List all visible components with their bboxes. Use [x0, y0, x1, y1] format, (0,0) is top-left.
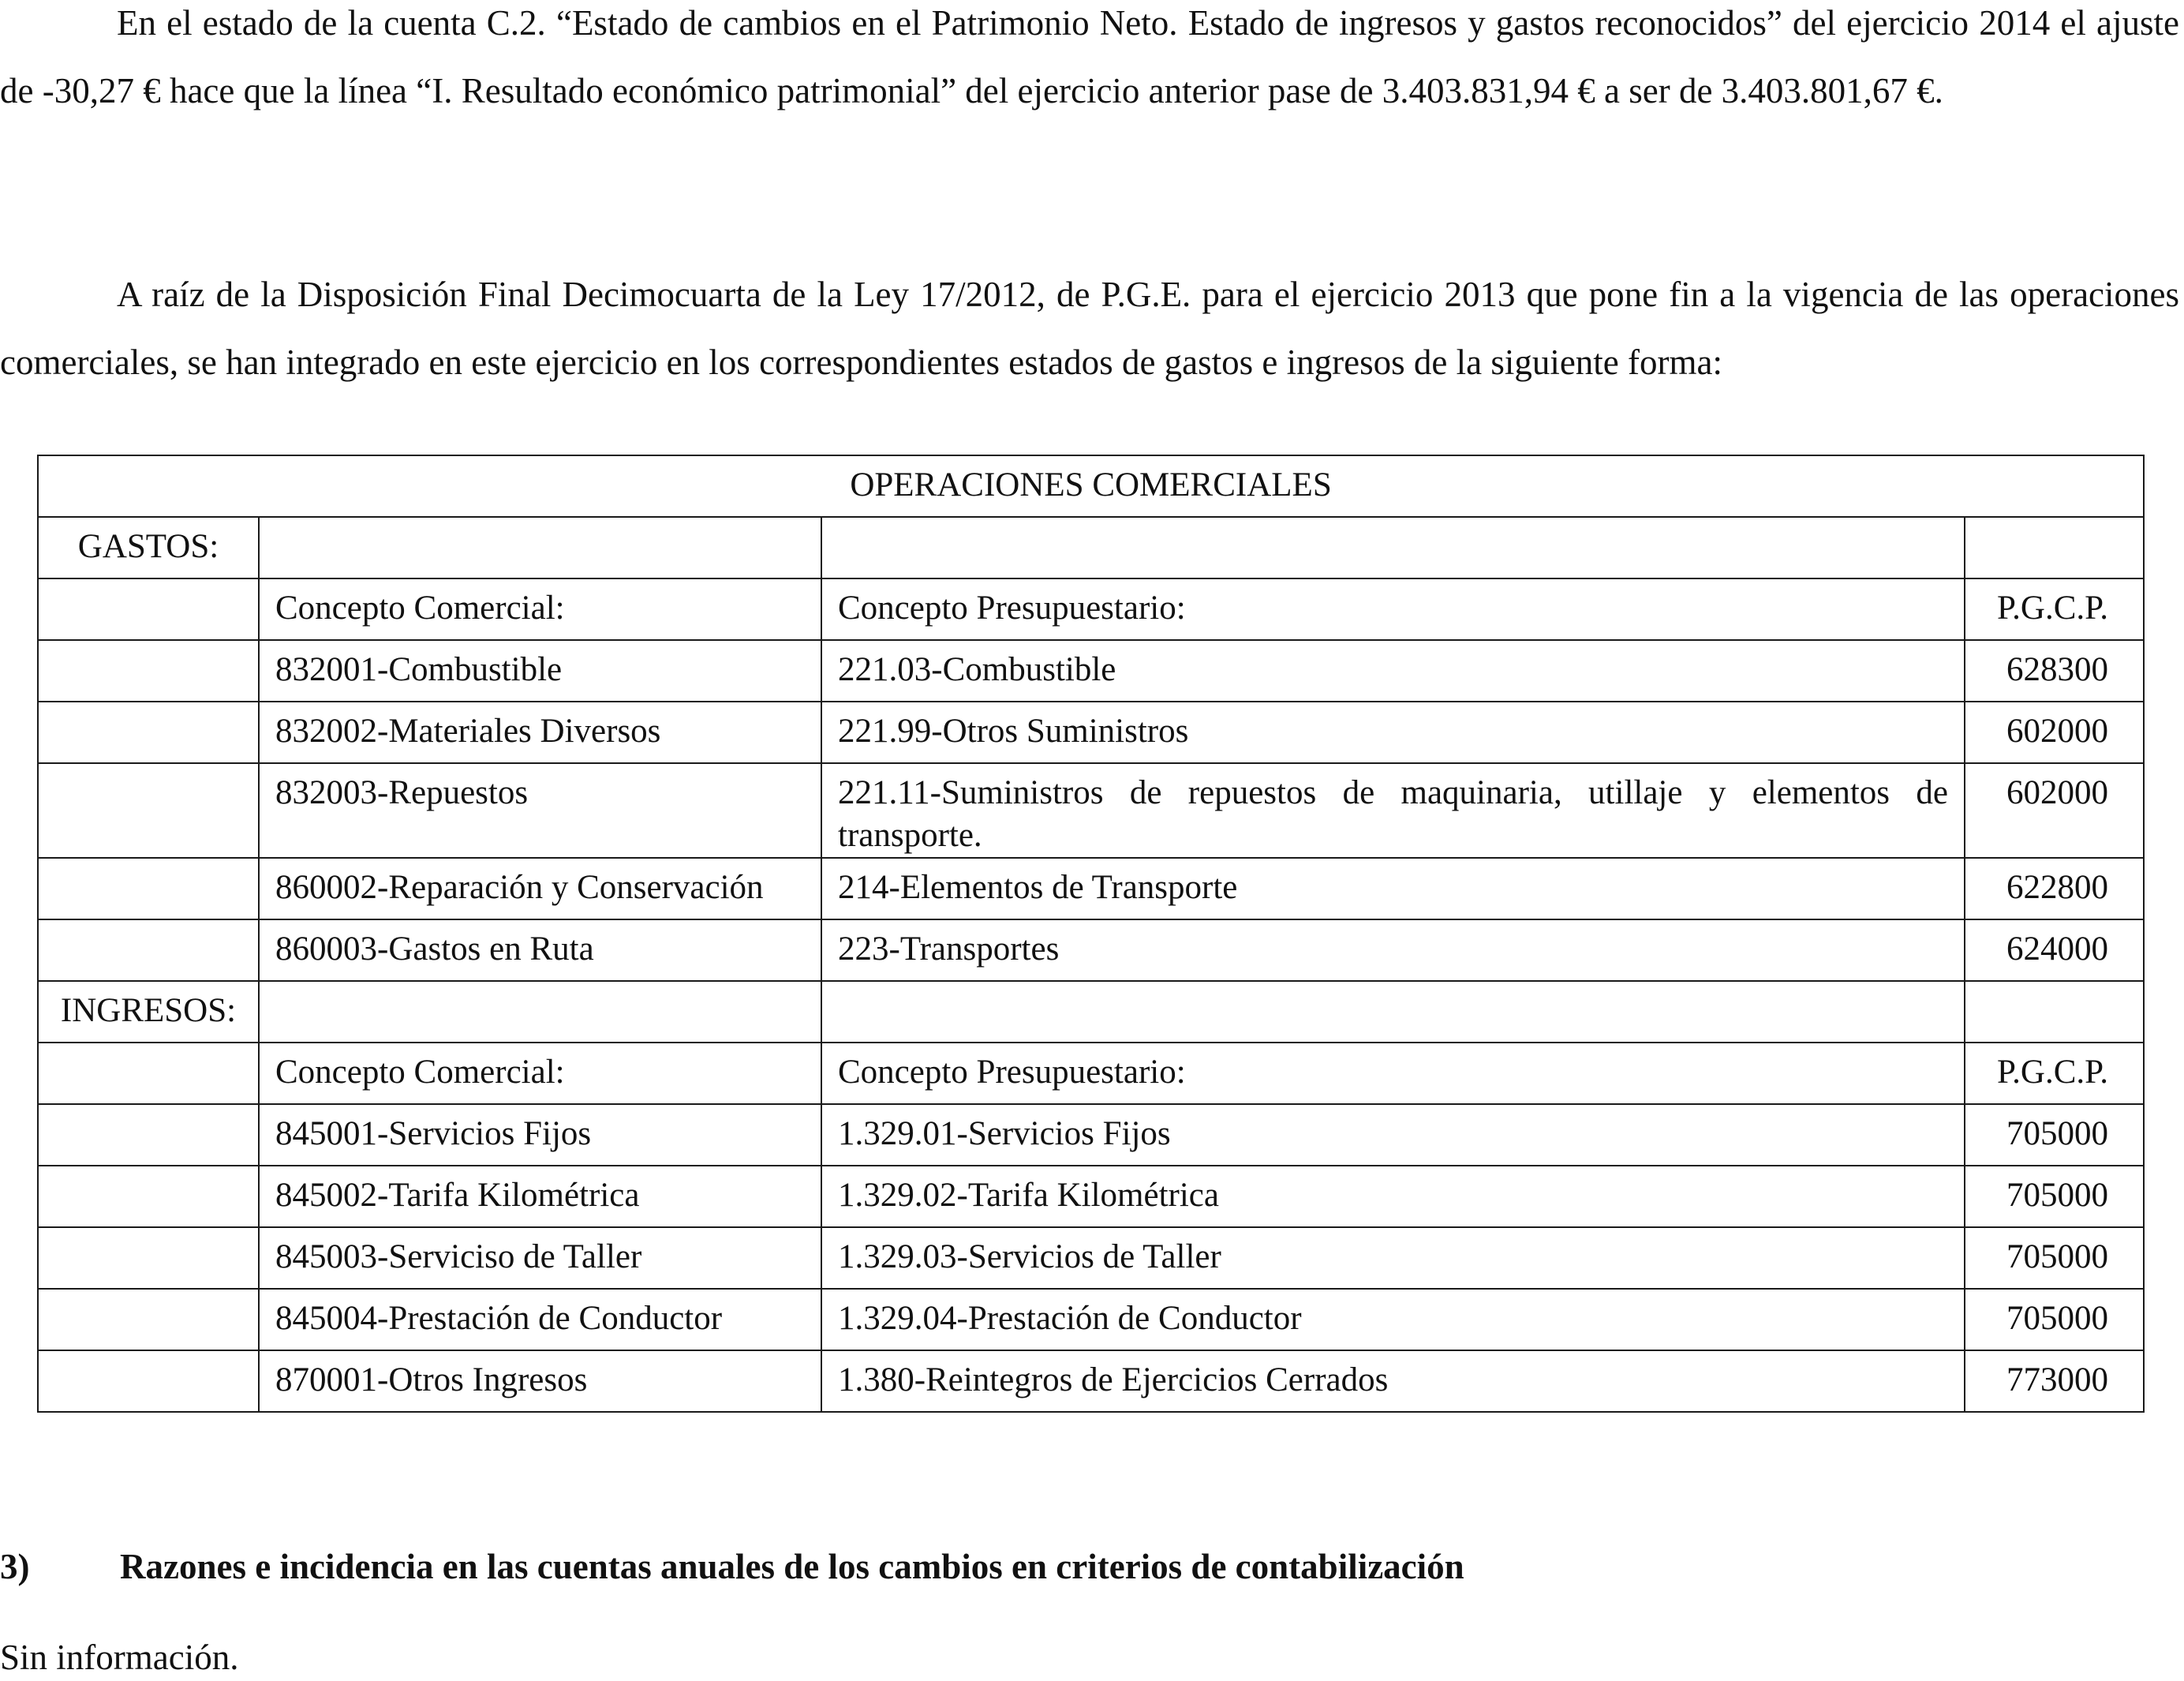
- cell-concepto-presupuestario: 1.329.02-Tarifa Kilométrica: [821, 1166, 1965, 1227]
- cell-concepto-comercial: 870001-Otros Ingresos: [259, 1350, 821, 1412]
- cell-concepto-comercial: 832001-Combustible: [259, 640, 821, 702]
- table-title-row: [38, 455, 2144, 517]
- empty-cell: [259, 517, 821, 578]
- table-row: [38, 919, 2144, 981]
- table-row: [38, 1289, 2144, 1350]
- paragraph-operaciones-comerciales: A raíz de la Disposición Final Decimocuarta de la Ley 17/2012, de P.G.E. para el ejercicio 2013 que pone fin a la vigencia de las operaciones comerciales, se han integrado en este ejercicio en los correspondientes estados de gastos e ingresos de la siguiente forma:: [0, 275, 2179, 382]
- cell-concepto-comercial: 845002-Tarifa Kilométrica: [259, 1166, 821, 1227]
- cell-pgcp: 624000: [1965, 919, 2144, 981]
- empty-cell: [38, 640, 259, 702]
- empty-cell: [38, 578, 259, 640]
- table-row: [38, 640, 2144, 702]
- cell-pgcp: 628300: [1965, 640, 2144, 702]
- section-3-body: Sin información.: [0, 1638, 239, 1677]
- table-row: [38, 763, 2144, 858]
- header-concepto-presupuestario: Concepto Presupuestario:: [821, 1043, 1965, 1104]
- cell-pgcp: 705000: [1965, 1289, 2144, 1350]
- ingresos-section-row: [38, 981, 2144, 1043]
- cell-pgcp: 705000: [1965, 1227, 2144, 1289]
- empty-cell: [38, 1227, 259, 1289]
- cell-concepto-comercial: 832002-Materiales Diversos: [259, 702, 821, 763]
- cell-concepto-presupuestario: 1.329.03-Servicios de Taller: [821, 1227, 1965, 1289]
- cell-pgcp: 705000: [1965, 1104, 2144, 1166]
- empty-cell: [821, 517, 1965, 578]
- section-title: Razones e incidencia en las cuentas anuales de los cambios en criterios de contabilización: [120, 1547, 1464, 1586]
- cell-concepto-comercial: 832003-Repuestos: [259, 763, 821, 858]
- empty-cell: [259, 981, 821, 1043]
- table-row: [38, 1350, 2144, 1412]
- empty-cell: [38, 763, 259, 858]
- table-row: [38, 1104, 2144, 1166]
- cell-concepto-presupuestario: 1.380-Reintegros de Ejercicios Cerrados: [821, 1350, 1965, 1412]
- cell-concepto-presupuestario: 1.329.01-Servicios Fijos: [821, 1104, 1965, 1166]
- cell-pgcp: 602000: [1965, 702, 2144, 763]
- cell-concepto-comercial: 845004-Prestación de Conductor: [259, 1289, 821, 1350]
- empty-cell: [38, 1166, 259, 1227]
- table-row: [38, 1227, 2144, 1289]
- section-3-heading: [0, 1543, 1464, 1590]
- empty-cell: [821, 981, 1965, 1043]
- cell-pgcp: 705000: [1965, 1166, 2144, 1227]
- empty-cell: [38, 1350, 259, 1412]
- header-concepto-comercial: Concepto Comercial:: [259, 1043, 821, 1104]
- cell-pgcp: 602000: [1965, 763, 2144, 858]
- cell-concepto-presupuestario: 223-Transportes: [821, 919, 1965, 981]
- table-title: OPERACIONES COMERCIALES: [38, 455, 2144, 517]
- paragraph-patrimonio-neto: En el estado de la cuenta C.2. “Estado de cambios en el Patrimonio Neto. Estado de ingresos y gastos reconocidos” del ejercicio 2014 el ajuste de -30,27 € hace que la línea “I. Resultado económico patrimonial” del ejercicio anterior pase de 3.403.831,94 € a ser de 3.403.801,67 €.: [0, 3, 2179, 110]
- empty-cell: [38, 1043, 259, 1104]
- empty-cell: [38, 1104, 259, 1166]
- cell-pgcp: 622800: [1965, 858, 2144, 919]
- header-pgcp: P.G.C.P.: [1965, 578, 2144, 640]
- empty-cell: [38, 858, 259, 919]
- cell-concepto-comercial: 845001-Servicios Fijos: [259, 1104, 821, 1166]
- cell-concepto-comercial: 860002-Reparación y Conservación: [259, 858, 821, 919]
- empty-cell: [1965, 517, 2144, 578]
- empty-cell: [38, 1289, 259, 1350]
- empty-cell: [1965, 981, 2144, 1043]
- ingresos-header-row: [38, 1043, 2144, 1104]
- cell-concepto-presupuestario: 221.11-Suministros de repuestos de maquinaria, utillaje y elementos de transporte.: [821, 763, 1965, 858]
- cell-concepto-presupuestario: 214-Elementos de Transporte: [821, 858, 1965, 919]
- operaciones-comerciales-table: [37, 455, 2145, 1413]
- cell-concepto-presupuestario: 1.329.04-Prestación de Conductor: [821, 1289, 1965, 1350]
- ingresos-label: INGRESOS:: [38, 981, 259, 1043]
- header-concepto-presupuestario: Concepto Presupuestario:: [821, 578, 1965, 640]
- table-row: [38, 702, 2144, 763]
- header-concepto-comercial: Concepto Comercial:: [259, 578, 821, 640]
- empty-cell: [38, 919, 259, 981]
- gastos-label: GASTOS:: [38, 517, 259, 578]
- table-row: [38, 1166, 2144, 1227]
- gastos-section-row: [38, 517, 2144, 578]
- header-pgcp: P.G.C.P.: [1965, 1043, 2144, 1104]
- cell-concepto-presupuestario: 221.03-Combustible: [821, 640, 1965, 702]
- cell-concepto-comercial: 845003-Serviciso de Taller: [259, 1227, 821, 1289]
- table-row: [38, 858, 2144, 919]
- cell-pgcp: 773000: [1965, 1350, 2144, 1412]
- section-number: 3): [0, 1547, 30, 1586]
- gastos-header-row: [38, 578, 2144, 640]
- cell-concepto-comercial: 860003-Gastos en Ruta: [259, 919, 821, 981]
- cell-concepto-presupuestario: 221.99-Otros Suministros: [821, 702, 1965, 763]
- empty-cell: [38, 702, 259, 763]
